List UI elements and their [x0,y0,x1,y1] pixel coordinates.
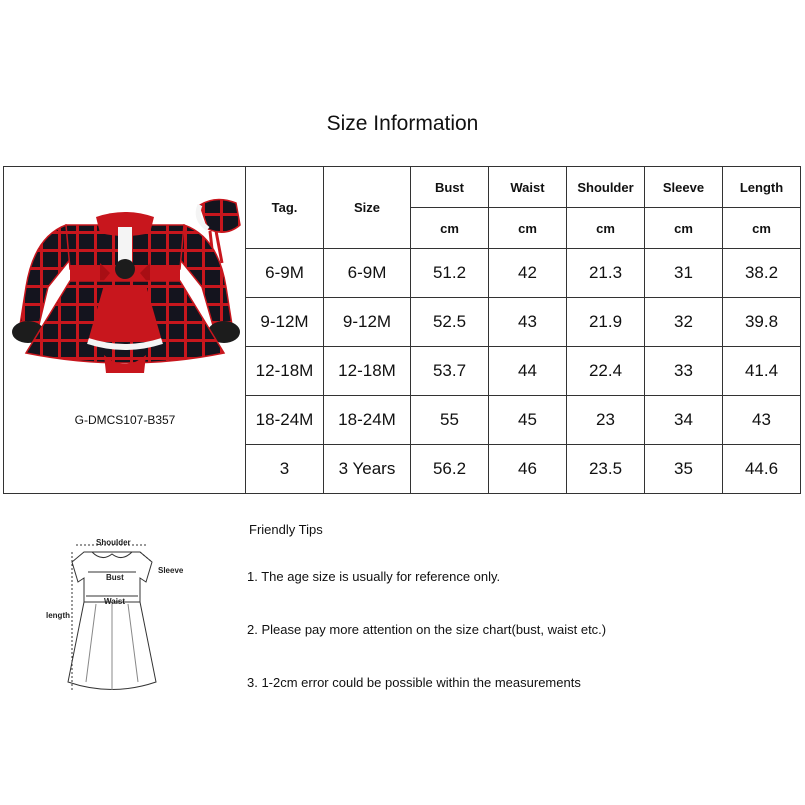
cell-tag: 3 [246,445,324,494]
cell-waist: 43 [489,298,567,347]
cell-tag: 18-24M [246,396,324,445]
cell-waist: 44 [489,347,567,396]
cell-length: 43 [723,396,801,445]
cell-tag: 12-18M [246,347,324,396]
label-bust: Bust [106,573,124,582]
cell-waist: 46 [489,445,567,494]
cell-size: 9-12M [324,298,411,347]
cell-tag: 6-9M [246,249,324,298]
unit-sleeve: cm [645,208,723,249]
cell-shoulder: 21.9 [567,298,645,347]
cell-size: 12-18M [324,347,411,396]
header-bust: Bust [411,167,489,208]
unit-shoulder: cm [567,208,645,249]
label-length: length [46,611,70,620]
cell-sleeve: 31 [645,249,723,298]
cell-size: 3 Years [324,445,411,494]
header-tag: Tag. [246,167,324,249]
tip-item: 1. The age size is usually for reference only. [247,569,501,584]
cell-size: 6-9M [324,249,411,298]
cell-sleeve: 33 [645,347,723,396]
cell-shoulder: 23.5 [567,445,645,494]
cell-sleeve: 32 [645,298,723,347]
header-size: Size [324,167,411,249]
cell-shoulder: 22.4 [567,347,645,396]
cell-bust: 53.7 [411,347,489,396]
cell-length: 38.2 [723,249,801,298]
unit-bust: cm [411,208,489,249]
tip-item: 2. Please pay more attention on the size chart(bust, waist etc.) [247,622,607,637]
unit-length: cm [723,208,801,249]
header-waist: Waist [489,167,567,208]
cell-shoulder: 23 [567,396,645,445]
header-shoulder: Shoulder [567,167,645,208]
cell-sleeve: 34 [645,396,723,445]
cell-shoulder: 21.3 [567,249,645,298]
cell-size: 18-24M [324,396,411,445]
cell-length: 44.6 [723,445,801,494]
header-length: Length [723,167,801,208]
label-shoulder: Shoulder [96,538,131,547]
dress-outline-icon [40,532,200,732]
cell-waist: 42 [489,249,567,298]
label-sleeve: Sleeve [158,566,184,575]
size-table [3,166,801,494]
measurement-diagram [40,532,200,732]
cell-length: 39.8 [723,298,801,347]
label-waist: Waist [104,597,126,606]
cell-bust: 55 [411,396,489,445]
cell-bust: 52.5 [411,298,489,347]
cell-length: 41.4 [723,347,801,396]
unit-waist: cm [489,208,567,249]
header-sleeve: Sleeve [645,167,723,208]
tip-item: 3. 1-2cm error could be possible within the measurements [247,675,581,690]
product-code: G-DMCS107-B357 [74,413,176,427]
cell-tag: 9-12M [246,298,324,347]
cell-bust: 51.2 [411,249,489,298]
page-title: Size Information [326,112,479,135]
dress-image [4,177,246,397]
cell-waist: 45 [489,396,567,445]
cell-sleeve: 35 [645,445,723,494]
product-image-cell [4,167,246,494]
tips-title: Friendly Tips [249,522,323,537]
cell-bust: 56.2 [411,445,489,494]
